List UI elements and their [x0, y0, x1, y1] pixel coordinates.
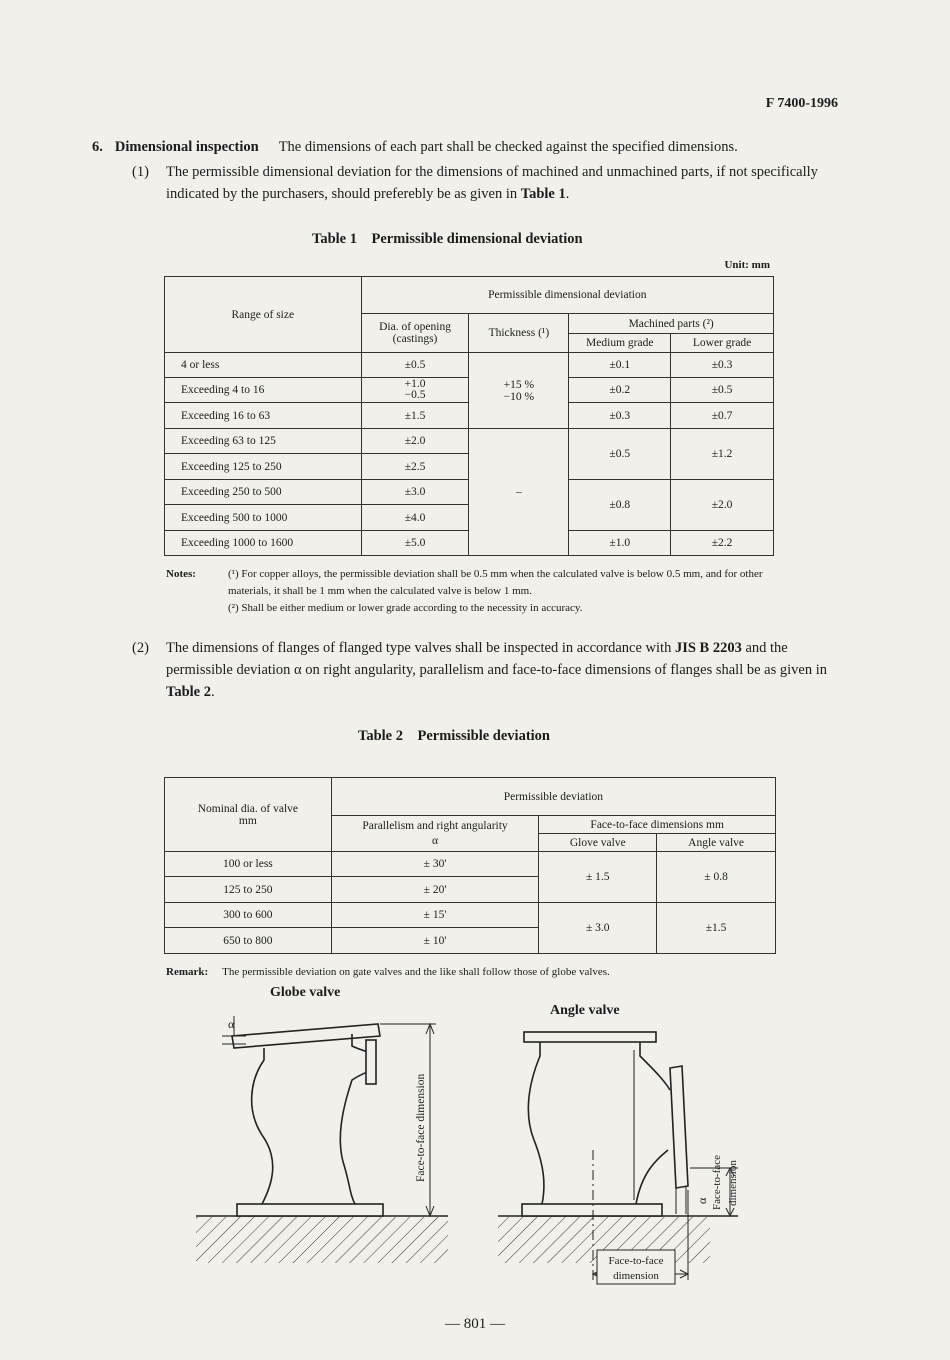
- table1-row-range: 4 or less: [165, 353, 362, 378]
- table1-row-opening: ±5.0: [361, 531, 469, 556]
- angle-valve-title: Angle valve: [550, 1003, 620, 1018]
- table1-row-opening: ±0.5: [361, 353, 469, 378]
- table1-medium: ±0.5: [569, 429, 671, 480]
- globe-side-boss: [366, 1040, 376, 1084]
- globe-face-label: Face-to-face dimension: [415, 1073, 427, 1182]
- table2-header-permissible: Permissible deviation: [331, 778, 775, 816]
- paragraph-1-text: The permissible dimensional deviation for the dimensions of machined and unmachined parts, if not specifically indicated by the purchasers, should preferebly be as given in: [166, 164, 818, 202]
- note-1: (¹) For copper alloys, the permissible deviation shall be 0.5 mm when the calculated valve is below 0.5 mm, and for other materials, it shall be 1 mm when the calculated valve is below 1 mm.: [228, 568, 763, 597]
- table1-medium: ±0.2: [569, 378, 671, 403]
- page-number: — 801 —: [445, 1316, 505, 1332]
- globe-alpha-label: α: [228, 1017, 235, 1031]
- table1-row-opening: ±1.5: [361, 403, 469, 429]
- table1-caption: Table 1 Permissible dimensional deviation: [312, 231, 583, 247]
- angle-bottom-flange: [522, 1204, 662, 1216]
- table1-medium: ±1.0: [569, 531, 671, 556]
- globe-top-flange: [232, 1024, 380, 1048]
- table1-lower: ±1.2: [671, 429, 774, 480]
- remark-label: Remark:: [166, 966, 209, 978]
- angle-body-left: [528, 1042, 544, 1204]
- angle-top-flange: [524, 1032, 656, 1042]
- table2-row-nominal: 300 to 600: [165, 903, 332, 928]
- table1-unit: Unit: mm: [724, 259, 770, 271]
- note-2: (²) Shall be either medium or lower grade according to the necessity in accuracy.: [228, 602, 583, 614]
- globe-bottom-flange: [237, 1204, 383, 1216]
- thickness-minus: −10 %: [503, 390, 535, 403]
- table2-parallel-label: Parallelism and right angularity: [362, 819, 508, 832]
- table1-header-thickness: Thickness (¹): [469, 314, 569, 353]
- opening-minus: −0.5: [404, 389, 426, 401]
- table2-header-face: Face-to-face dimensions mm: [539, 816, 776, 834]
- table2-row-nominal: 100 or less: [165, 852, 332, 877]
- table1-lower: ±0.7: [671, 403, 774, 429]
- table2-caption: Table 2 Permissible deviation: [358, 728, 550, 744]
- table1-row-range: Exceeding 125 to 250: [165, 454, 362, 480]
- table2-angle: ± 0.8: [657, 852, 776, 903]
- table2-row-parallel: ± 20': [331, 877, 539, 903]
- angle-side-flange: [670, 1066, 688, 1188]
- angle-valve-drawing: [498, 1032, 738, 1280]
- paragraph-2-ref1: JIS B 2203: [674, 640, 742, 656]
- table2-header-globe: Glove valve: [539, 834, 657, 852]
- table2-nominal-label: Nominal dia. of valve: [197, 802, 298, 815]
- table1-row-range: Exceeding 16 to 63: [165, 403, 362, 429]
- table1-row-opening: ±3.0: [361, 480, 469, 505]
- angle-face-label-a: Face-to-face: [711, 1155, 723, 1210]
- section-number: 6.: [92, 139, 103, 155]
- table1-medium: ±0.3: [569, 403, 671, 429]
- globe-valve-drawing: [196, 1016, 448, 1263]
- table1-row-range: Exceeding 4 to 16: [165, 378, 362, 403]
- table1-header-permissible: Permissible dimensional deviation: [361, 277, 773, 314]
- table1-header-range: Range of size: [165, 277, 362, 353]
- opening-plus: +1.0: [404, 378, 426, 390]
- table2-header-angle: Angle valve: [657, 834, 776, 852]
- paragraph-2-text: The dimensions of flanges of flanged type valves shall be inspected in accordance with: [166, 640, 675, 656]
- remark-text: The permissible deviation on gate valves and the like shall follow those of globe valves.: [222, 966, 610, 978]
- paragraph-2-ref2: Table 2: [166, 684, 211, 700]
- table1-row-range: Exceeding 500 to 1000: [165, 505, 362, 531]
- table2-angle: ±1.5: [657, 903, 776, 954]
- paragraph-1-ref: Table 1: [520, 186, 566, 202]
- table1-header-lower: Lower grade: [671, 334, 774, 353]
- table1-medium: ±0.1: [569, 353, 671, 378]
- table2-row-parallel: ± 15': [331, 903, 539, 928]
- paragraph-1-end: .: [565, 186, 570, 202]
- paragraph-2-text2: and the permissible deviation α on right angularity, parallelism and face-to-face dimensions of flanges shall be as given in: [166, 640, 827, 678]
- table1-row-opening: ±4.0: [361, 505, 469, 531]
- section-intro: The dimensions of each part shall be checked against the specified dimensions.: [278, 139, 738, 155]
- table1-header-machined: Machined parts (²): [569, 314, 774, 334]
- thickness-plus: +15 %: [503, 378, 535, 391]
- angle-alpha-label: α: [695, 1197, 709, 1204]
- angle-face-box-line1: Face-to-face: [608, 1255, 664, 1267]
- table1-medium: ±0.8: [569, 480, 671, 531]
- angle-face-label-b: dimension: [727, 1160, 739, 1206]
- paragraph-2-number: (2): [132, 640, 149, 656]
- table2-row-parallel: ± 30': [331, 852, 539, 877]
- angle-face-box-line2: dimension: [613, 1270, 659, 1282]
- table2-globe: ± 3.0: [539, 903, 657, 954]
- table1-row-range: Exceeding 63 to 125: [165, 429, 362, 454]
- globe-body-left: [252, 1048, 273, 1204]
- table1-lower: ±2.0: [671, 480, 774, 531]
- angle-body-right: [636, 1042, 670, 1204]
- table1-row-opening: ±2.5: [361, 454, 469, 480]
- table1-lower: ±2.2: [671, 531, 774, 556]
- table1-row-range: Exceeding 250 to 500: [165, 480, 362, 505]
- table2-alpha: α: [432, 834, 439, 847]
- table1-lower: ±0.5: [671, 378, 774, 403]
- table2-row-nominal: 125 to 250: [165, 877, 332, 903]
- table1-thickness-lower: –: [469, 429, 569, 556]
- globe-ground-hatch: [196, 1217, 448, 1263]
- table1-row-range: Exceeding 1000 to 1600: [165, 531, 362, 556]
- standard-id: F 7400-1996: [765, 96, 838, 111]
- globe-valve-title: Globe valve: [270, 985, 341, 1000]
- table2-nominal-unit: mm: [238, 814, 257, 827]
- table1-header-opening: Dia. of opening (castings): [361, 314, 469, 353]
- section-title: Dimensional inspection: [114, 139, 259, 155]
- notes-label: Notes:: [166, 568, 196, 580]
- paragraph-2-end: .: [211, 684, 215, 700]
- table1-row-opening: ±2.0: [361, 429, 469, 454]
- paragraph-1-number: (1): [132, 164, 149, 180]
- table2-globe: ± 1.5: [539, 852, 657, 903]
- table2-row-nominal: 650 to 800: [165, 928, 332, 954]
- table1-header-medium: Medium grade: [569, 334, 671, 353]
- table1-lower: ±0.3: [671, 353, 774, 378]
- table2-row-parallel: ± 10': [331, 928, 539, 954]
